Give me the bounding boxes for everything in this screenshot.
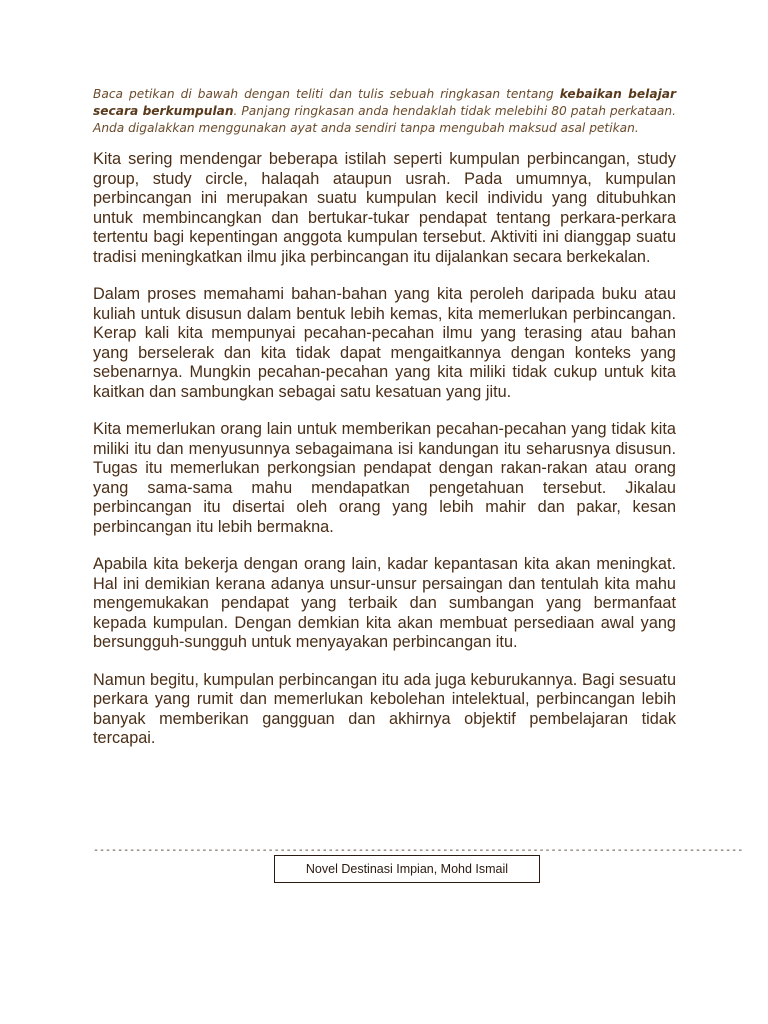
paragraph-1: Kita sering mendengar beberapa istilah seperti kumpulan perbincangan, study group, study circle, halaqah ataupun usrah. Pada umumnya, kumpulan perbincangan ini merupakan suatu kumpulan kecil individu yang ditubuhkan untuk membincangkan dan bertukar-tukar pendapat tentang perkara-perkara tertentu bagi kepentingan anggota kumpulan tersebut. Aktiviti ini dianggap suatu tradisi meningkatkan ilmu jika perbincangan itu dijalankan secara berkekalan. [93, 150, 676, 266]
dashed-divider: ------------------------------------------------------------------------------------------------------------ [93, 845, 744, 856]
paragraph-4: Apabila kita bekerja dengan orang lain, kadar kepantasan kita akan meningkat. Hal ini demikian kerana adanya unsur-unsur persaingan dan tentulah kita mahu mengemukakan pendapat yang terbaik dan sumbangan yang bermanfaat kepada kumpulan. Dengan demkian kita akan membuat persediaan awal yang bersungguh-sungguh untuk menyayakan perbincangan itu. [93, 555, 676, 651]
paragraph-2: Dalam proses memahami bahan-bahan yang kita peroleh daripada buku atau kuliah untuk disusun dalam bentuk lebih kemas, kita memerlukan perbincangan. Kerap kali kita mempunyai pecahan-pecahan ilmu yang terasing atau bahan yang berselerak dan kita tidak dapat mengaitkannya dengan konteks yang sebenarnya. Mungkin pecahan-pecahan yang kita miliki tidak cukup untuk kita kaitkan dan sambungkan sebagai satu kesatuan yang jitu. [93, 285, 676, 401]
source-text: Novel Destinasi Impian, Mohd Ismail [305, 862, 509, 876]
document-body [93, 86, 676, 767]
instruction-text [93, 86, 676, 137]
instruction-lead: Baca petikan di bawah dengan teliti dan tulis sebuah ringkasan tentang [93, 87, 560, 101]
source-citation [274, 855, 540, 883]
paragraph-3: Kita memerlukan orang lain untuk memberikan pecahan-pecahan yang tidak kita miliki itu dan menyusunnya sebagaimana isi kandungan itu seharusnya disusun. Tugas itu memerlukan perkongsian pendapat dengan rakan-rakan atau orang yang sama-sama mahu mendapatkan pengetahuan tersebut. Jikalau perbincangan itu disertai oleh orang yang lebih mahir dan pakar, kesan perbincangan itu lebih bermakna. [93, 420, 676, 536]
paragraph-5: Namun begitu, kumpulan perbincangan itu ada juga keburukannya. Bagi sesuatu perkara yang rumit dan memerlukan kebolehan intelektual, perbincangan lebih banyak memberikan gangguan dan akhirnya objektif pembelajaran tidak tercapai. [93, 670, 676, 747]
instruction-emphasis: kebaikan belajar secara berkumpulan [93, 87, 676, 118]
instruction-tail: . Panjang ringkasan anda hendaklah tidak melebihi 80 patah perkataan. Anda digalakkan menggunakan ayat anda sendiri tanpa mengubah maksud asal petikan. [93, 104, 676, 135]
